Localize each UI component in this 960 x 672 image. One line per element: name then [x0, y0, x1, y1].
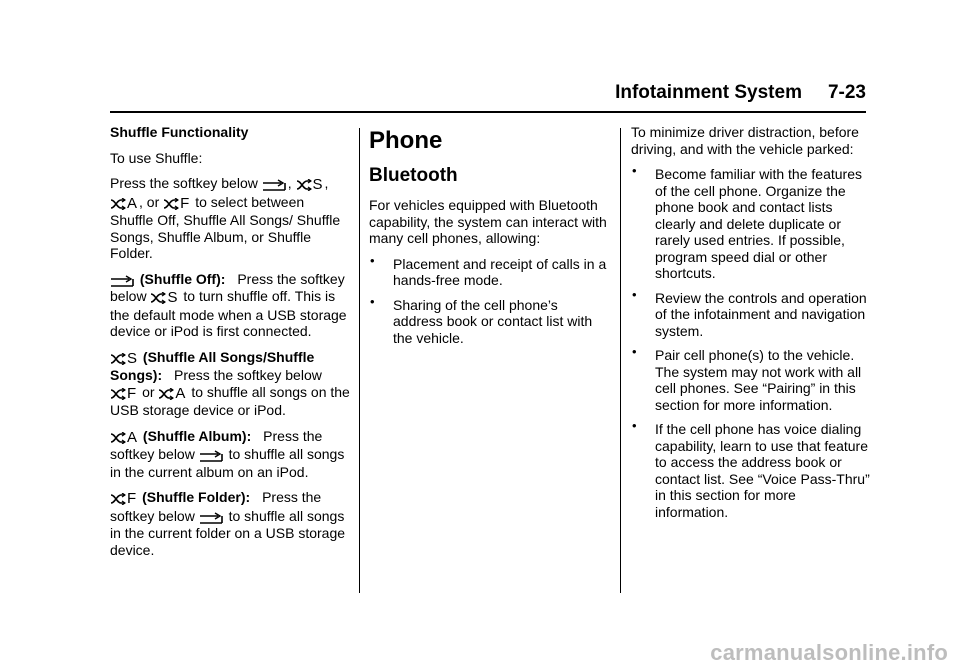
- paragraph-shuffle-folder: F (Shuffle Folder): Press the softkey below to shuffle all songs in the current folder on a USB storage device.: [110, 489, 346, 558]
- list-item: • Pair cell phone(s) to the vehicle. The system may not work with all cell phones. See “Pairing” in this section for more information.: [632, 344, 862, 413]
- shuffle-folder-icon: F: [163, 195, 189, 213]
- column-divider: [359, 128, 360, 593]
- list-item: • Sharing of the cell phone’s address book or contact list with the vehicle.: [370, 293, 593, 346]
- paragraph: To minimize driver distraction, before driving, and with the vehicle parked:: [631, 124, 859, 157]
- paragraph: Press the softkey below , S , A , or F to select between Shuffle Off, Shuffle All Songs/ Shuffle Songs, Shuffle Album, or Shuffle Folder.: [110, 175, 341, 261]
- shuffle-album-icon: A: [110, 195, 137, 213]
- section-heading: Shuffle Functionality: [110, 124, 249, 140]
- list-item: • If the cell phone has voice dialing capability, learn to use that feature to access the address book or contact list. See “Voice Pass-Thru” in this section for more information.: [632, 418, 870, 520]
- list-item: • Become familiar with the features of the cell phone. Organize the phone book and contact lists clearly and delete duplicate or rarely used entries. If possible, program speed dial or other shortcuts.: [632, 163, 862, 281]
- shuffle-off-icon: [199, 447, 223, 464]
- bullet-icon: •: [370, 252, 375, 268]
- paragraph-shuffle-off: (Shuffle Off): Press the softkey below S to turn shuffle off. This is the default mode when a USB storage device or iPod is first connected.: [110, 270, 347, 339]
- paragraph: To use Shuffle:: [110, 149, 203, 166]
- bullet-icon: •: [632, 163, 637, 178]
- header-rule: [110, 111, 866, 113]
- column-shuffle: [110, 124, 350, 567]
- paragraph: For vehicles equipped with Bluetooth capability, the system can interact with many cell phones, allowing:: [369, 197, 607, 246]
- shuffle-songs-icon: S: [296, 176, 323, 194]
- shuffle-folder-icon: F: [110, 385, 136, 403]
- bullet-list: [631, 163, 871, 520]
- shuffle-folder-icon: F: [110, 490, 136, 508]
- shuffle-off-icon: [262, 176, 286, 193]
- shuffle-off-icon: [110, 272, 134, 289]
- heading-phone: Phone: [369, 127, 443, 154]
- page-header: [0, 80, 866, 106]
- shuffle-songs-icon: S: [110, 350, 137, 368]
- bullet-list: [369, 252, 609, 347]
- page-number: 7-23: [827, 82, 866, 103]
- section-title: Infotainment System: [615, 82, 802, 103]
- shuffle-album-icon: A: [158, 385, 185, 403]
- column-phone: [369, 124, 609, 354]
- list-item: • Placement and receipt of calls in a hands-free mode.: [370, 252, 607, 288]
- column-divider: [620, 128, 621, 593]
- shuffle-off-icon: [199, 509, 223, 526]
- heading-bluetooth: Bluetooth: [369, 165, 458, 186]
- column-driver-distraction: [631, 124, 871, 528]
- paragraph-shuffle-album: A (Shuffle Album): Press the softkey below to shuffle all songs in the current album on an iPod.: [110, 427, 345, 480]
- bullet-icon: •: [632, 418, 637, 433]
- paragraph-shuffle-all: S (Shuffle All Songs/Shuffle Songs): Press the softkey below F or A to shuffle all songs on the USB storage device or iPod.: [110, 348, 350, 418]
- bullet-icon: •: [632, 344, 637, 359]
- bullet-icon: •: [632, 286, 637, 302]
- shuffle-songs-icon: S: [150, 289, 177, 307]
- watermark: carmanualsonline.info: [710, 640, 948, 665]
- shuffle-album-icon: A: [110, 429, 137, 447]
- list-item: • Review the controls and operation of the infotainment and navigation system.: [632, 286, 867, 339]
- bullet-icon: •: [370, 293, 375, 309]
